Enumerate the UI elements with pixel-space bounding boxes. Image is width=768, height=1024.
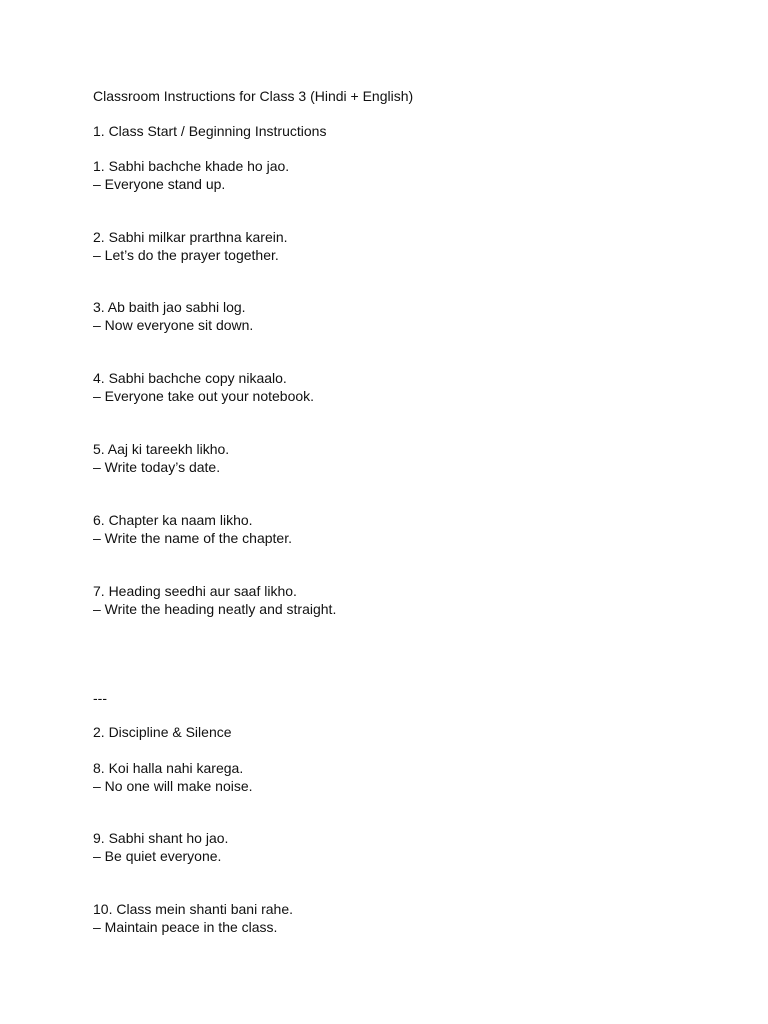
- instruction-hindi: 1. Sabhi bachche khade ho jao.: [93, 158, 290, 174]
- section-heading-class-start: 1. Class Start / Beginning Instructions: [93, 123, 327, 139]
- instruction-english: – Write the name of the chapter.: [93, 530, 292, 546]
- instruction-english: – No one will make noise.: [93, 778, 253, 794]
- instruction-hindi: 6. Chapter ka naam likho.: [93, 512, 253, 528]
- instruction-hindi: 8. Koi halla nahi karega.: [93, 760, 244, 776]
- instruction-english: – Let’s do the prayer together.: [93, 247, 279, 263]
- section-heading-discipline: 2. Discipline & Silence: [93, 724, 232, 740]
- instruction-hindi: 2. Sabhi milkar prarthna karein.: [93, 229, 288, 245]
- instruction-hindi: 4. Sabhi bachche copy nikaalo.: [93, 370, 287, 386]
- instruction-english: – Maintain peace in the class.: [93, 919, 278, 935]
- instruction-english: – Everyone take out your notebook.: [93, 388, 315, 404]
- instruction-hindi: 9. Sabhi shant ho jao.: [93, 830, 229, 846]
- section-separator: ---: [93, 690, 107, 706]
- instruction-english: – Be quiet everyone.: [93, 848, 222, 864]
- instruction-english: – Now everyone sit down.: [93, 317, 254, 333]
- instruction-hindi: 7. Heading seedhi aur saaf likho.: [93, 583, 297, 599]
- instruction-hindi: 3. Ab baith jao sabhi log.: [93, 299, 246, 315]
- instruction-hindi: 10. Class mein shanti bani rahe.: [93, 901, 293, 917]
- instruction-english: – Everyone stand up.: [93, 176, 226, 192]
- instruction-english: – Write today’s date.: [93, 459, 221, 475]
- document-title: Classroom Instructions for Class 3 (Hindi + English): [93, 88, 414, 104]
- instruction-hindi: 5. Aaj ki tareekh likho.: [93, 441, 230, 457]
- instruction-english: – Write the heading neatly and straight.: [93, 601, 337, 617]
